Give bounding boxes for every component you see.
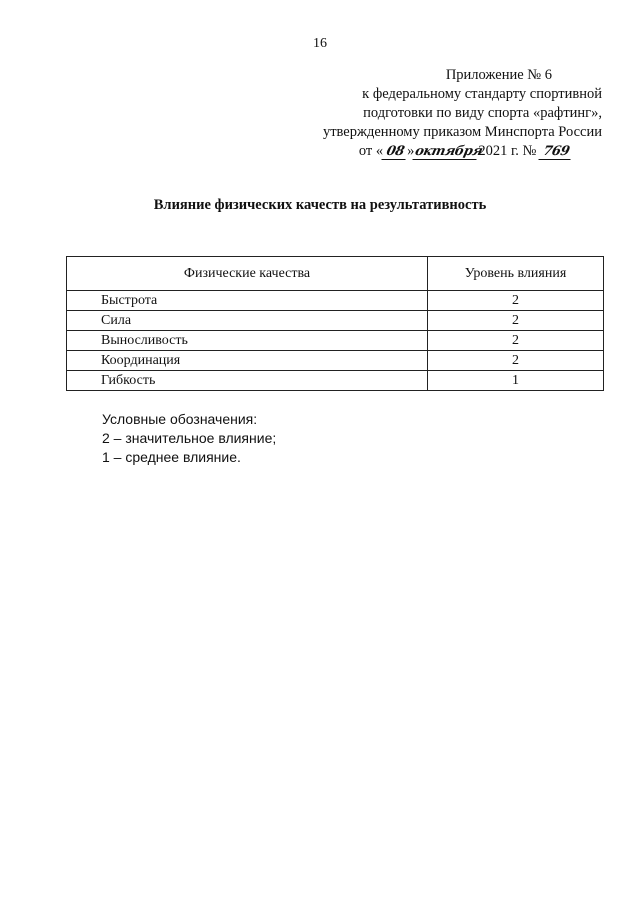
quality-name: Быстрота <box>67 291 428 311</box>
appendix-title: Приложение № 6 <box>445 67 552 83</box>
quality-name: Гибкость <box>67 371 428 391</box>
header-influence-level: Уровень влияния <box>428 257 604 291</box>
qualities-table <box>66 256 604 391</box>
header-physical-qualities: Физические качества <box>67 257 428 291</box>
table-row <box>67 311 604 331</box>
influence-level: 2 <box>428 311 604 331</box>
date-prefix: от « <box>358 143 384 159</box>
date-year: 2021 г. № <box>478 143 537 159</box>
influence-level: 1 <box>428 371 604 391</box>
appendix-line-4: утвержденному приказом Минспорта России <box>322 124 602 140</box>
quality-name: Координация <box>67 351 428 371</box>
legend-heading: Условные обозначения: <box>102 411 258 427</box>
legend-item: 1 – среднее влияние. <box>102 449 241 465</box>
influence-level: 2 <box>428 331 604 351</box>
legend-item: 2 – значительное влияние; <box>102 430 277 446</box>
table-row <box>67 331 604 351</box>
date-mid: » <box>407 143 415 159</box>
table-row <box>67 371 604 391</box>
table-header-row <box>67 257 604 291</box>
appendix-header <box>302 66 602 161</box>
document-title: Влияние физических качеств на результативность <box>153 197 487 213</box>
table-row <box>67 351 604 371</box>
influence-level: 2 <box>428 351 604 371</box>
handwritten-day: 08 <box>381 145 408 160</box>
page-number: 16 <box>313 36 327 51</box>
table-row <box>67 291 604 311</box>
quality-name: Выносливость <box>67 331 428 351</box>
handwritten-month: октября <box>413 144 485 159</box>
appendix-date-line <box>302 142 602 161</box>
handwritten-order-number: 769 <box>538 145 573 160</box>
legend <box>102 410 276 467</box>
quality-name: Сила <box>67 311 428 331</box>
appendix-line-2: к федеральному стандарту спортивной <box>362 86 602 102</box>
appendix-line-3: подготовки по виду спорта «рафтинг», <box>363 105 602 121</box>
influence-level: 2 <box>428 291 604 311</box>
